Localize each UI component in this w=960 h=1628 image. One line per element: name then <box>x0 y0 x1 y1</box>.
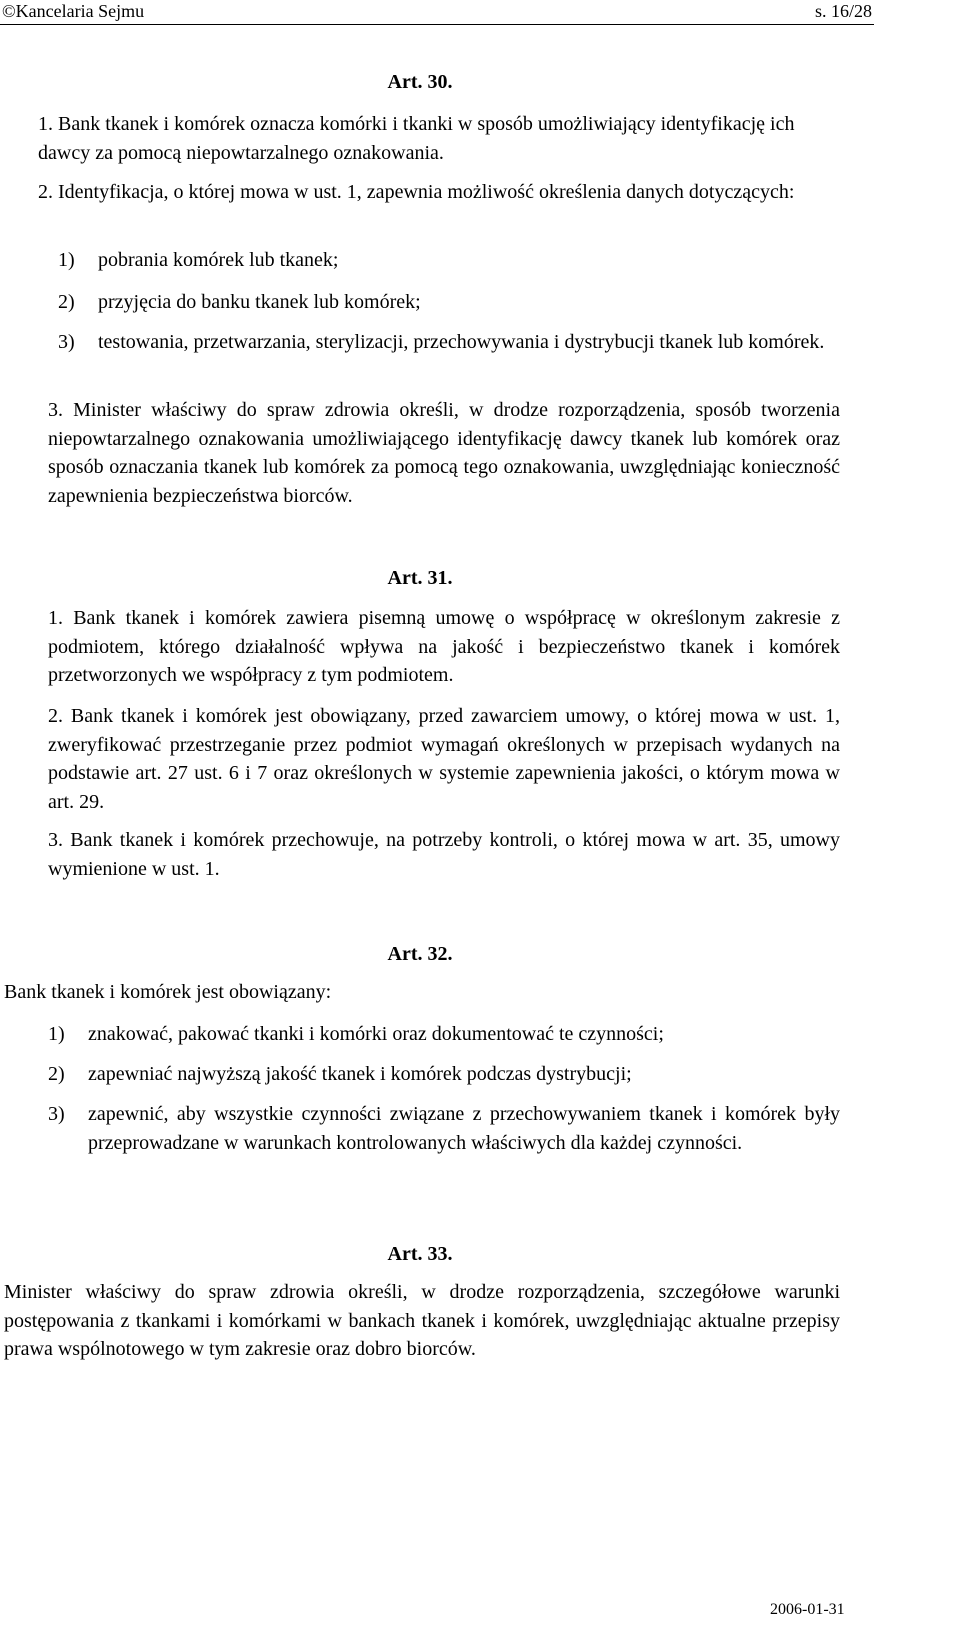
header-page-number: s. 16/28 <box>814 1 872 21</box>
art-32-item-1 <box>48 1020 840 1049</box>
list-item-text: przyjęcia do banku tkanek lub komórek; <box>98 291 421 313</box>
list-item-number: 3) <box>48 1103 65 1125</box>
art-32-item-3 <box>48 1100 840 1157</box>
art-32-item-2 <box>48 1060 840 1089</box>
art-31-paragraph-3: 3. Bank tkanek i komórek przechowuje, na potrzeby kontroli, o której mowa w art. 35, umowy wymienione w ust. 1. <box>48 829 840 880</box>
list-item-number: 2) <box>58 291 75 313</box>
art-31-paragraph-1: 1. Bank tkanek i komórek zawiera pisemną umowę o współpracę w określonym zakresie z podmiotem, którego działalność wpływa na jakość i bezpieczeństwo tkanek i komórek przetworzonych we współpracy z tym podmiotem. <box>48 607 840 686</box>
art-30-paragraph-1: 1. Bank tkanek i komórek oznacza komórki i tkanki w sposób umożliwiający identyfikację ich dawcy za pomocą niepowtarzalnego oznakowania. <box>38 113 795 164</box>
art-30-title: Art. 30. <box>387 71 453 93</box>
art-33-paragraph: Minister właściwy do spraw zdrowia określi, w drodze rozporządzenia, szczegółowe warunki postępowania z tkankami i komórkami w bankach tkanek i komórek, uwzględniając aktualne przepisy prawa wspólnotowego w tym zakresie oraz dobro biorców. <box>4 1281 840 1360</box>
art-32-title: Art. 32. <box>387 943 453 965</box>
art-33-title: Art. 33. <box>387 1243 453 1265</box>
list-item-text: testowania, przetwarzania, sterylizacji, przechowywania i dystrybucji tkanek lub komórek. <box>98 331 825 353</box>
art-30-item-3 <box>58 328 840 357</box>
header-copyright: ©Kancelaria Sejmu <box>2 1 145 21</box>
list-item-text: znakować, pakować tkanki i komórki oraz dokumentować te czynności; <box>88 1023 664 1045</box>
footer-date: 2006-01-31 <box>770 1601 845 1618</box>
art-32-intro: Bank tkanek i komórek jest obowiązany: <box>4 981 332 1003</box>
art-30-item-2 <box>58 288 840 317</box>
list-item-text: pobrania komórek lub tkanek; <box>98 249 339 271</box>
header-divider <box>0 24 874 25</box>
list-item-text: zapewnić, aby wszystkie czynności związane z przechowywaniem tkanek i komórek były przeprowadzane w warunkach kontrolowanych właściwych dla każdej czynności. <box>88 1103 840 1154</box>
art-31-paragraph-2: 2. Bank tkanek i komórek jest obowiązany, przed zawarciem umowy, o której mowa w ust. 1, zweryfikować przestrzeganie przez podmiot wymagań określonych w przepisach wydanych na podstawie art. 27 ust. 6 i 7 oraz określonych w systemie zapewnienia jakości, o którym mowa w art. 29. <box>48 705 840 813</box>
list-item-number: 3) <box>58 331 75 353</box>
page-header <box>0 0 960 24</box>
art-30-paragraph-2: 2. Identyfikacja, o której mowa w ust. 1, zapewnia możliwość określenia danych dotyczących: <box>38 181 795 203</box>
list-item-text: zapewniać najwyższą jakość tkanek i komórek podczas dystrybucji; <box>88 1063 632 1085</box>
list-item-number: 2) <box>48 1063 65 1085</box>
list-item-number: 1) <box>48 1023 65 1045</box>
art-30-item-1 <box>58 246 840 275</box>
art-31-title: Art. 31. <box>387 567 453 589</box>
list-item-number: 1) <box>58 249 75 271</box>
art-30-paragraph-3: 3. Minister właściwy do spraw zdrowia określi, w drodze rozporządzenia, sposób tworzenia niepowtarzalnego oznakowania umożliwiającego identyfikację dawcy tkanek lub komórek oraz sposób oznaczania tkanek lub komórek za pomocą tego oznakowania, uwzględniając konieczność zapewnienia bezpieczeństwa biorców. <box>48 399 840 507</box>
